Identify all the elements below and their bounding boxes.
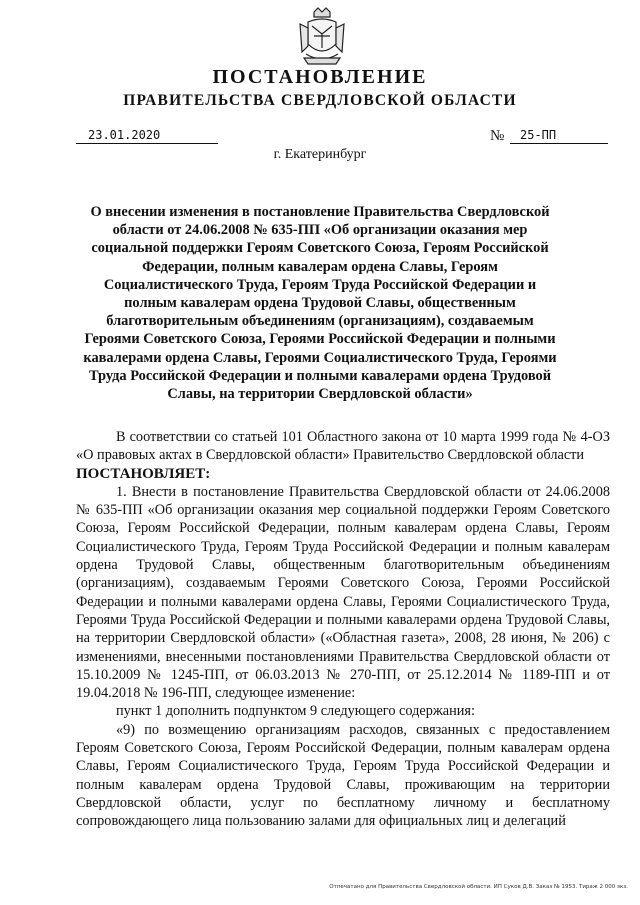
paragraph-item-1-sub: пункт 1 дополнить подпунктом 9 следующего содержания: xyxy=(116,703,475,720)
city: г. Екатеринбург xyxy=(273,147,367,162)
print-imprint: Отпечатано для Правительства Свердловской области. ИП Суков Д.В. Заказ № 1953. Тираж 2 000 экз. xyxy=(329,884,628,890)
decree-word: ПОСТАНОВЛЯЕТ: xyxy=(76,465,211,482)
document-body xyxy=(76,428,610,831)
coat-of-arms-icon xyxy=(296,6,348,66)
document-type-title: ПОСТАНОВЛЕНИЕ xyxy=(212,66,428,88)
quoted-subclause-9: «9) по возмещению организациям расходов, связанных с предоставлением Героям Советского Союза, Героям Российской Федерации, полным кавалерам ордена Славы, Героям Социалистического Труда, Героям Труда Российской Федерации и полным кавалерам ордена Трудовой Славы, проживающим на территории Свердловской области, услуг по бесплатному личному и бесплатному сопровождающего лица пользованию залами для официальных лиц и делегаций xyxy=(76,721,610,830)
paragraph-item-1: 1. Внести в постановление Правительства Свердловской области от 24.06.2008 № 635-ПП «Об организации оказания мер социальной поддержки Героям Советского Союза, Героям Российской Федерации, полным кавалерам ордена Славы, Героям Социалистического Труда, Героям Труда Российской Федерации и полным кавалерам ордена Трудовой Славы, общественным благотворительным объединениям (организациям), создаваемым Героями Советского Союза, Героями Российской Федерации и полными кавалерами ордена Славы, Героями Социалистического Труда, Героями Труда Российской Федерации и полными кавалерами ордена Трудовой Славы, на территории Свердловской области» («Областная газета», 2008, 28 июня, № 206) с изменениями, внесенными постановлениями Правительства Свердловской области от 15.10.2009 № 1245-ПП, от 06.03.2013 № 270-ПП, от 25.12.2014 № 1189-ПП и от 19.04.2018 № 196-ПП, следующее изменение: xyxy=(76,483,610,702)
preamble: В соответствии со статьей 101 Областного закона от 10 марта 1999 года № 4-ОЗ «О правовых актах в Свердловской области» Правительство Свердловской области xyxy=(76,429,610,464)
document-date: 23.01.2020 xyxy=(76,128,218,144)
issuing-authority: ПРАВИТЕЛЬСТВА СВЕРДЛОВСКОЙ ОБЛАСТИ xyxy=(123,92,517,109)
number-label: № xyxy=(490,128,505,144)
document-title: О внесении изменения в постановление Правительства Свердловской области от 24.06.2008 № 635-ПП «Об организации оказания мер социальной поддержки Героям Советского Союза, Героям Российской Федерации, полным кавалерам ордена Славы, Героям Социалистического Труда, Героям Труда Российской Федерации и полным кавалерам ордена Трудовой Славы, общественным благотворительным объединениям (организациям), создаваемым Героями Советского Союза, Героями Российской Федерации и полными кавалерами ордена Славы, Героями Социалистического Труда, Героями Труда Российской Федерации и полными кавалерами ордена Трудовой Славы, на территории Свердловской области» xyxy=(83,204,557,403)
document-number: 25-ПП xyxy=(510,128,608,144)
